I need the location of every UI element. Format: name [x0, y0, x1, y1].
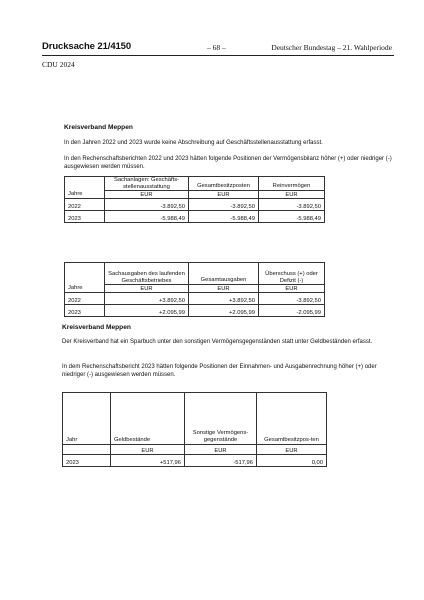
- value-cell: +3.892,50: [189, 293, 259, 305]
- table-row: [63, 455, 327, 467]
- value-cell: -5.988,49: [189, 211, 259, 223]
- unit-cell: EUR: [259, 285, 325, 293]
- value-cell: +2.095,99: [105, 305, 189, 317]
- value-cell: -5.988,49: [105, 211, 189, 223]
- column-header: Jahre: [65, 263, 105, 293]
- unit-cell: EUR: [189, 191, 259, 199]
- column-header: Gesamtausgaben: [189, 263, 259, 285]
- income-expense-table: [64, 262, 325, 317]
- unit-cell: EUR: [111, 445, 185, 455]
- section2-paragraph-2: In dem Rechenschaftsbericht 2023 hätten folgende Positionen der Einnahmen- und Ausgabenrechnung höher (+) oder niedriger (-) ausgewiesen werden müssen.: [62, 364, 377, 378]
- year-cell: 2023: [63, 455, 111, 467]
- table-header-row: [63, 393, 327, 445]
- unit-cell: EUR: [105, 191, 189, 199]
- empty-cell: [63, 445, 111, 455]
- column-header: Reinvermögen: [259, 177, 325, 191]
- year-cell: 2022: [65, 199, 105, 211]
- value-cell: -3.892,50: [189, 199, 259, 211]
- section2-paragraph-1: Der Kreisverband hat ein Sparbuch unter den sonstigen Vermögensgegenständen statt unter Geldbeständen erfasst.: [62, 339, 373, 345]
- column-header: Überschuss (+) oder Defizit (-): [259, 263, 325, 285]
- value-cell: +2.095,99: [189, 305, 259, 317]
- year-cell: 2023: [65, 211, 105, 223]
- section-heading-1: Kreisverband Meppen: [64, 124, 133, 131]
- table-row: [65, 305, 325, 317]
- column-header: Sachausgaben des laufenden Geschäftsbetriebes: [105, 263, 189, 285]
- value-cell: -3.892,50: [259, 293, 325, 305]
- value-cell: -3.892,50: [259, 199, 325, 211]
- value-cell: 0,00: [257, 455, 327, 467]
- column-header: Jahr: [63, 393, 111, 445]
- unit-row: [63, 445, 327, 455]
- savings-table: [62, 392, 327, 467]
- section1-paragraph-1: In den Jahren 2022 und 2023 wurde keine Abschreibung auf Geschäftsstellenausstattung erfasst.: [64, 140, 323, 146]
- column-header: Gesamtbesitzpos-ten: [257, 393, 327, 445]
- unit-cell: EUR: [259, 191, 325, 199]
- unit-cell: EUR: [105, 285, 189, 293]
- table-row: [65, 199, 325, 211]
- section1-paragraph-2: In den Rechenschaftsberichten 2022 und 2023 hätten folgende Positionen der Vermögensbilanz höher (+) oder niedriger (-) ausgewiesen werden müssen.: [64, 156, 392, 170]
- table-header-row: [65, 263, 325, 285]
- value-cell: -5.988,49: [259, 211, 325, 223]
- value-cell: -3.892,50: [105, 199, 189, 211]
- value-cell: +517,96: [111, 455, 185, 467]
- value-cell: -517,96: [185, 455, 257, 467]
- unit-cell: EUR: [257, 445, 327, 455]
- column-header: Gesamtbesitzposten: [189, 177, 259, 191]
- column-header: Jahre: [65, 177, 105, 199]
- party-label: CDU 2024: [42, 60, 75, 69]
- table-header-row: [65, 177, 325, 191]
- column-header: Sachanlagen: Geschäfts-stellenausstattung: [105, 177, 189, 191]
- page-header: [42, 41, 392, 53]
- year-cell: 2023: [65, 305, 105, 317]
- table-row: [65, 293, 325, 305]
- document-number: Drucksache 21/4150: [42, 41, 132, 52]
- unit-cell: EUR: [185, 445, 257, 455]
- value-cell: -2.095,99: [259, 305, 325, 317]
- column-header: Geldbestände: [111, 393, 185, 445]
- year-cell: 2022: [65, 293, 105, 305]
- parliament-period: Deutscher Bundestag – 21. Wahlperiode: [271, 43, 392, 52]
- value-cell: +3.892,50: [105, 293, 189, 305]
- page-number: – 68 –: [207, 43, 226, 52]
- balance-table: [64, 176, 325, 223]
- section-heading-2: Kreisverband Meppen: [62, 324, 131, 331]
- table-row: [65, 211, 325, 223]
- column-header: Sonstige Vermögens-gegenstände: [185, 393, 257, 445]
- unit-cell: EUR: [189, 285, 259, 293]
- header-rule: [42, 55, 394, 56]
